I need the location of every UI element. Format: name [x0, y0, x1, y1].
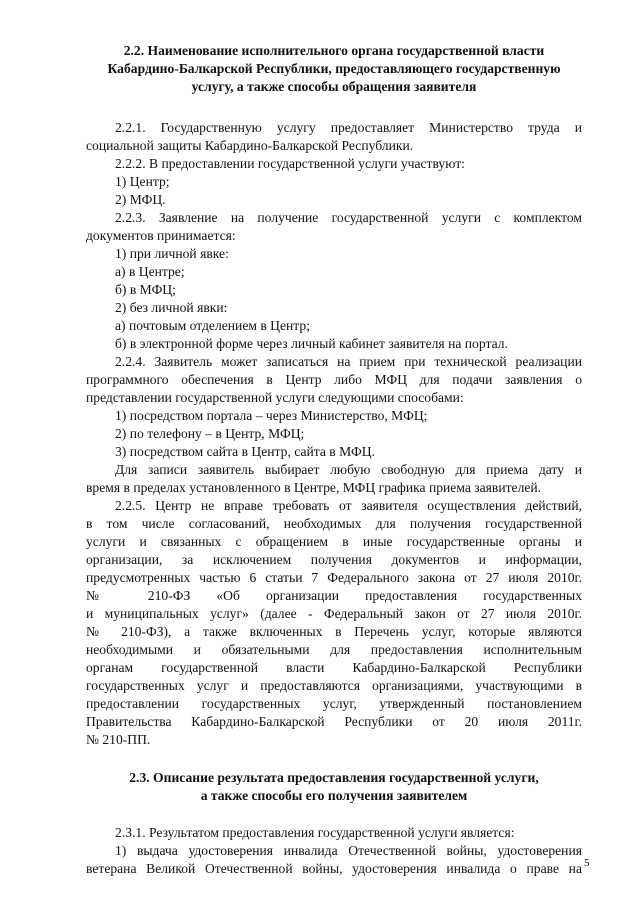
text-line: Правительства Кабардино-Балкарской Республики от 20 июля 2011г.: [86, 714, 582, 729]
text-line: программного обеспечения в Центр либо МФЦ для подачи заявления о: [86, 372, 582, 387]
list-item: 2) по телефону – в Центр, МФЦ;: [115, 426, 305, 441]
heading-line: а также способы его получения заявителем: [200, 788, 468, 803]
text-line: в том числе согласований, необходимых для получения государственной: [86, 516, 582, 531]
heading-line: услугу, а также способы обращения заявителя: [191, 79, 477, 94]
text-line: услуги и связанных с обращением в иные государственные органы и: [86, 534, 582, 549]
list-item: 2) без личной явки:: [115, 300, 228, 315]
paragraph-result-item-1: [86, 842, 582, 878]
heading-line: 2.3. Описание результата предоставления государственной услуги,: [129, 770, 539, 785]
heading-line: 2.2. Наименование исполнительного органа государственной власти: [123, 43, 545, 58]
text-line: социальной защиты Кабардино-Балкарской Республики.: [86, 138, 414, 153]
section-2-3-heading: [86, 769, 582, 805]
text-line: необходимыми и обязательными для предоставления исполнительным: [86, 642, 582, 657]
paragraph-2-3-1: 2.3.1. Результатом предоставления государственной услуги является:: [115, 825, 515, 840]
text-line: предусмотренных частью 6 статьи 7 Федерального закона от 27 июля 2010г.: [86, 570, 582, 585]
list-item: 1) Центр;: [115, 174, 170, 189]
text-line: время в пределах установленного в Центре, МФЦ графика приема заявителей.: [86, 480, 542, 495]
list-item: б) в электронной форме через личный кабинет заявителя на портал.: [115, 336, 508, 351]
page-number: 5: [584, 857, 590, 869]
list-item: а) в Центре;: [115, 264, 185, 279]
paragraph-appointment-note: [86, 461, 582, 497]
paragraph-2-2-3: [86, 209, 582, 245]
paragraph-2-2-1: [86, 119, 582, 155]
paragraph-2-2-5: [86, 497, 582, 749]
heading-line: Кабардино-Балкарской Республики, предоставляющего государственную: [107, 61, 561, 76]
text-line: и муниципальных услуг» (далее - Федеральный закон от 27 июля 2010г.: [86, 606, 582, 621]
text-line: представлении государственной услуги следующими способами:: [86, 390, 464, 405]
list-item: 2) МФЦ.: [115, 192, 166, 207]
text-line: предоставлении государственных услуг, утвержденный постановлением: [86, 696, 582, 711]
text-line: № 210-ФЗ «Об организации предоставления государственных: [86, 588, 582, 603]
text-line: 2.2.1. Государственную услугу предоставляет Министерство труда и: [115, 120, 582, 135]
list-item: 3) посредством сайта в Центр, сайта в МФЦ.: [115, 444, 375, 459]
list-item: а) почтовым отделением в Центр;: [115, 318, 310, 333]
text-line: 1) выдача удостоверения инвалида Отечественной войны, удостоверения: [115, 843, 582, 858]
list-item: 1) посредством портала – через Министерство, МФЦ;: [115, 408, 428, 423]
paragraph-2-2-2: 2.2.2. В предоставлении государственной услуги участвуют:: [115, 156, 465, 171]
text-line: 2.2.4. Заявитель может записаться на прием при технической реализации: [115, 354, 582, 369]
text-line: 2.2.3. Заявление на получение государственной услуги с комплектом: [115, 210, 582, 225]
list-item: 1) при личной явке:: [115, 246, 229, 261]
list-item: б) в МФЦ;: [115, 282, 176, 297]
text-line: ветерана Великой Отечественной войны, удостоверения инвалида о праве на: [86, 861, 582, 876]
text-line: 2.2.5. Центр не вправе требовать от заявителя осуществления действий,: [115, 498, 582, 513]
section-2-2-heading: [86, 42, 582, 96]
text-line: государственных услуг и предоставляются организациями, участвующими в: [86, 678, 582, 693]
paragraph-2-2-4: [86, 353, 582, 407]
text-line: Для записи заявитель выбирает любую свободную для приема дату и: [115, 462, 582, 477]
text-line: организации, за исключением получения документов и информации,: [86, 552, 582, 567]
text-line: органам государственной власти Кабардино-Балкарской Республики: [86, 660, 582, 675]
text-line: № 210-ПП.: [86, 732, 151, 747]
text-line: № 210-ФЗ), а также включенных в Перечень услуг, которые являются: [86, 624, 582, 639]
text-line: документов принимается:: [86, 228, 236, 243]
